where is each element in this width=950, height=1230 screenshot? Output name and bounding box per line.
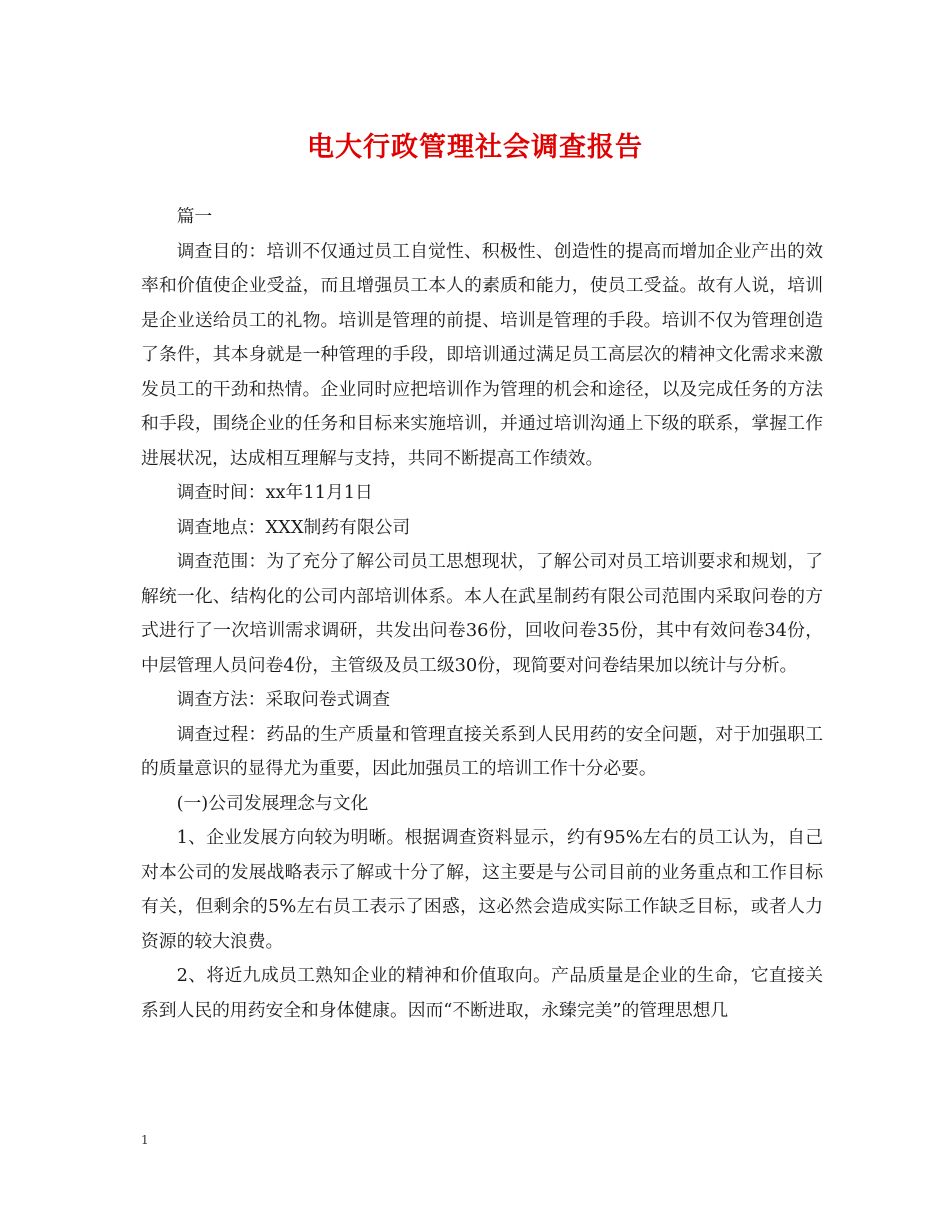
page-number: 1 [141, 1133, 149, 1147]
document-body [141, 200, 823, 1028]
paragraph-point-1: 1、企业发展方向较为明晰。根据调查资料显示，约有95%左右的员工认为，自己对本公司的发展战略表示了解或十分了解，这主要是与公司目前的业务重点和工作目标有关，但剩余的5%左右员工表示了困惑，这必然会造成实际工作缺乏目标，或者人力资源的较大浪费。 [141, 827, 823, 952]
paragraph-process: 调查过程：药品的生产质量和管理直接关系到人民用药的安全问题，对于加强职工的质量意识的显得尤为重要，因此加强员工的培训工作十分必要。 [141, 723, 823, 779]
paragraph-location: 调查地点：XXX制药有限公司 [176, 516, 411, 538]
paragraph-purpose: 调查目的：培训不仅通过员工自觉性、积极性、创造性的提高而增加企业产出的效率和价值使企业受益，而且增强员工本人的素质和能力，使员工受益。故有人说，培训是企业送给员工的礼物。培训是管理的前提、培训是管理的手段。培训不仅为管理创造了条件，其本身就是一种管理的手段，即培训通过满足员工高层次的精神文化需求来激发员工的干劲和热情。企业同时应把培训作为管理的机会和途径，以及完成任务的方法和手段，围绕企业的任务和目标来实施培训，并通过培训沟通上下级的联系，掌握工作进展状况，达成相互理解与支持，共同不断提高工作绩效。 [141, 240, 823, 469]
paragraph-scope: 调查范围：为了充分了解公司员工思想现状，了解公司对员工培训要求和规划，了解统一化、结构化的公司内部培训体系。本人在武星制药有限公司范围内采取问卷的方式进行了一次培训需求调研，共发出问卷36份，回收问卷35份，其中有效问卷34份，中层管理人员问卷4份，主管级及员工级30份，现简要对问卷结果加以统计与分析。 [141, 551, 823, 676]
section-heading: 篇一 [176, 206, 213, 227]
subsection-heading: (一)公司发展理念与文化 [176, 792, 369, 814]
paragraph-point-2: 2、将近九成员工熟知企业的精神和价值取向。产品质量是企业的生命，它直接关系到人民的用药安全和身体健康。因而“不断进取，永臻完美”的管理思想几 [141, 965, 823, 1021]
paragraph-method: 调查方法：采取问卷式调查 [176, 689, 390, 710]
document-title: 电大行政管理社会调查报告 [307, 132, 643, 163]
paragraph-time: 调查时间：xx年11月1日 [176, 482, 373, 503]
